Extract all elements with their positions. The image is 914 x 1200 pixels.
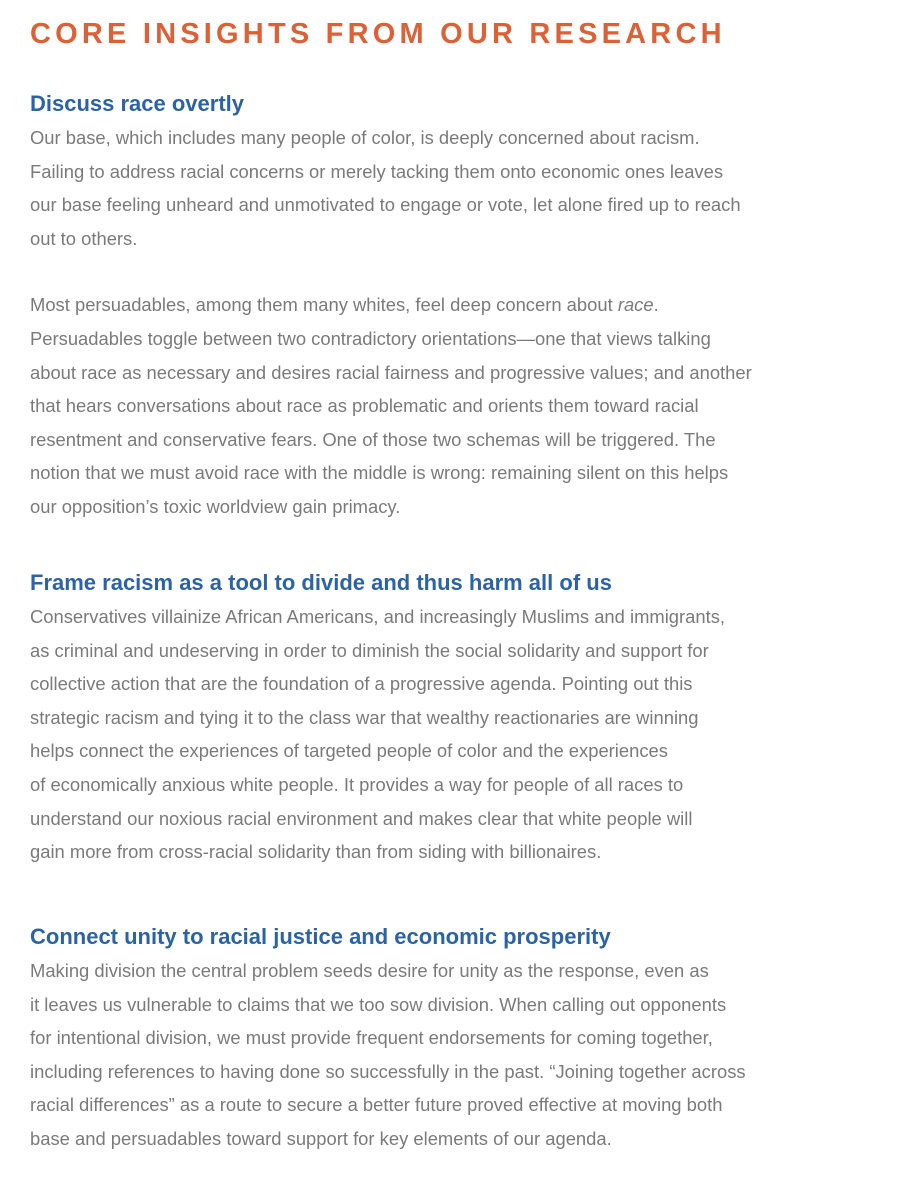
text-line: as criminal and undeserving in order to diminish the social solidarity and support for [30,639,709,661]
text-line: helps connect the experiences of targeted people of color and the experiences [30,740,668,762]
paragraph [30,954,900,1156]
text-run: . [653,294,659,316]
section-discuss-race [30,89,900,524]
text-line: it leaves us vulnerable to claims that we too sow division. When calling out opponents [30,993,727,1015]
text-line: our opposition’s toxic worldview gain primacy. [30,495,401,517]
emphasis-text: race [617,294,654,316]
text-line: Our base, which includes many people of color, is deeply concerned about racism. [30,127,700,148]
section-frame-racism [30,568,900,869]
text-line: resentment and conservative fears. One of those two schemas will be triggered. The [30,428,716,450]
text-line: about race as necessary and desires racial fairness and progressive values; and another [30,361,752,383]
text-line: gain more from cross-racial solidarity than from siding with billionaires. [30,841,602,863]
text-line: of economically anxious white people. It provides a way for people of all races to [30,773,684,795]
section-connect-unity [30,922,900,1156]
paragraph [30,600,900,869]
section-heading: Frame racism as a tool to divide and thus harm all of us [30,570,612,595]
paragraph [30,121,900,255]
section-heading: Discuss race overtly [30,91,245,116]
text-line: racial differences” as a route to secure a better future proved effective at moving both [30,1094,723,1116]
text-line: our base feeling unheard and unmotivated to engage or vote, let alone fired up to reach [30,194,741,216]
text-line: Failing to address racial concerns or merely tacking them onto economic ones leaves [30,160,724,182]
text-line: notion that we must avoid race with the middle is wrong: remaining silent on this helps [30,462,729,484]
text-line: strategic racism and tying it to the class war that wealthy reactionaries are winning [30,706,699,728]
text-line: base and persuadables toward support for key elements of our agenda. [30,1127,612,1149]
text-line: Making division the central problem seeds desire for unity as the response, even as [30,960,709,981]
text-line: Conservatives villainize African Americans, and increasingly Muslims and immigrants, [30,606,726,627]
text-line [30,288,900,322]
section-heading: Connect unity to racial justice and economic prosperity [30,924,611,949]
text-line: out to others. [30,227,138,249]
text-line: including references to having done so successfully in the past. “Joining together across [30,1060,746,1082]
text-line: understand our noxious racial environment and makes clear that white people will [30,807,693,829]
text-line: that hears conversations about race as problematic and orients them toward racial [30,395,699,417]
text-line: for intentional division, we must provide frequent endorsements for coming together, [30,1027,713,1049]
text-run: Most persuadables, among them many whites, feel deep concern about [30,294,618,316]
paragraph [30,288,900,523]
page-title: CORE INSIGHTS FROM OUR RESEARCH [30,18,726,50]
text-line: Persuadables toggle between two contradictory orientations—one that views talking [30,327,711,349]
text-line: collective action that are the foundation of a progressive agenda. Pointing out this [30,673,693,695]
